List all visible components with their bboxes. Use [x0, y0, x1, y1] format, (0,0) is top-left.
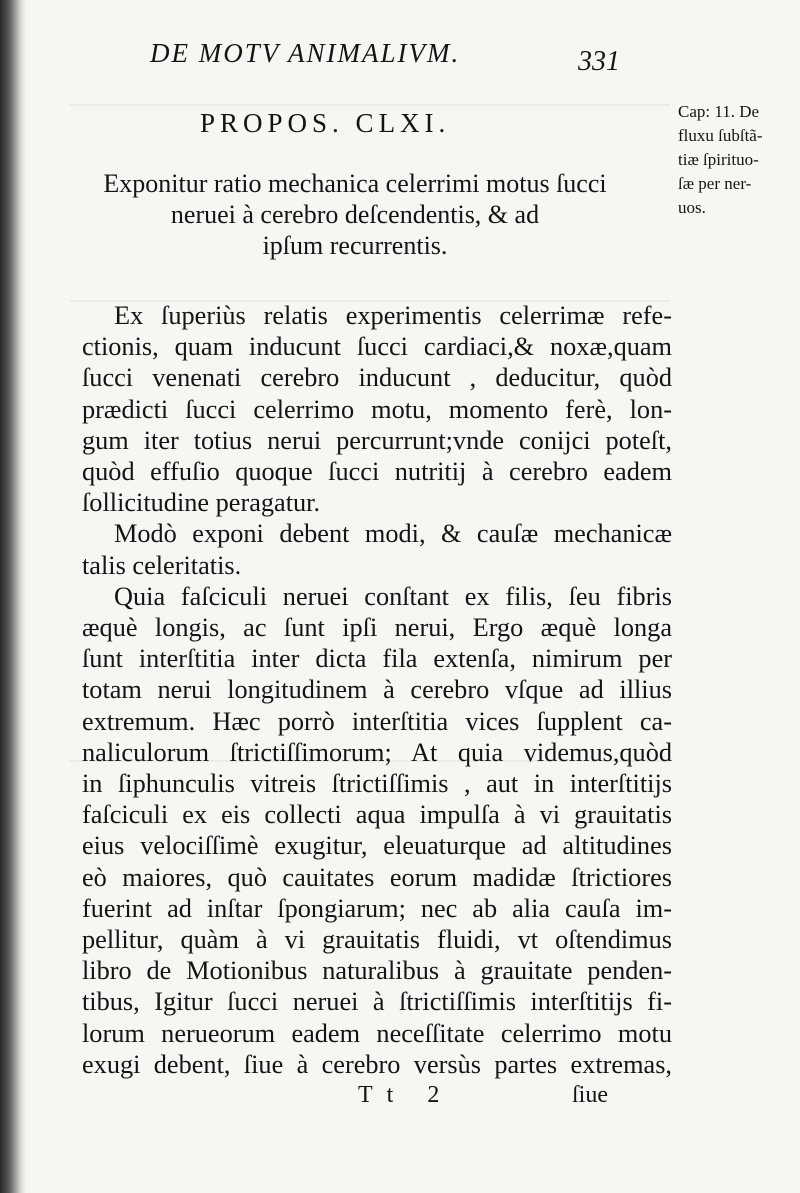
summary-line: ipſum recurrentis. [262, 231, 448, 260]
margin-note-line: ſæ per ner- [678, 174, 752, 193]
margin-note-line: uos. [678, 198, 706, 217]
body-line: Ex ſuperiùs relatis experimentis celerrimæ refe- [114, 301, 672, 330]
body-line: naliculorum ſtrictiſſimorum; At quia videmus,quòd [82, 737, 672, 767]
body-text [82, 300, 672, 1080]
signature-mark: Tt 2 [358, 1082, 454, 1108]
page-gutter-shadow [0, 0, 26, 1193]
page-number: 331 [578, 46, 620, 77]
body-line: ſucci venenati cerebro inducunt , deducitur, quòd [82, 363, 672, 393]
body-line: lorum nerueorum eadem neceſſitate celerrimo motu [82, 1018, 672, 1048]
body-line: eò maiores, quò cauitates eorum madidæ ſtrictiores [82, 862, 672, 892]
body-line: ſollicitudine peragatur. [82, 488, 321, 518]
proposition-summary [60, 168, 650, 261]
body-line: quòd effuſio quoque ſucci nutritij à cerebro eadem [82, 457, 672, 487]
margin-note-line: Cap: 11. De [678, 102, 760, 121]
body-line: extremum. Hæc porrò interſtitia vices ſupplent ca- [82, 706, 672, 736]
catchword: ſiue [572, 1082, 608, 1108]
body-line: pellitur, quàm à vi grauitatis fluidi, vt oſtendimus [82, 925, 672, 955]
body-line: gum iter totius nerui percurrunt;vnde conijci poteſt, [82, 425, 672, 455]
margin-note-line: fluxu ſubſtã- [678, 126, 763, 145]
summary-line: neruei à cerebro deſcendentis, & ad [170, 200, 540, 229]
running-head: DE MOTV ANIMALIVM. [150, 38, 461, 68]
body-line: Modò exponi debent modi, & cauſæ mechanicæ [114, 519, 672, 549]
margin-note [678, 100, 790, 220]
body-line: eius velociſſimè exugitur, eleuaturque ad altitudines [82, 831, 672, 861]
summary-line: Exponitur ratio mechanica celerrimi motus ſucci [103, 169, 607, 198]
body-line: totam nerui longitudinem à cerebro vſque ad illius [82, 675, 672, 705]
proposition-title: PROPOS. CLXI. [200, 108, 451, 138]
body-line: Quia faſciculi neruei conſtant ex filis, ſeu fibris [114, 581, 672, 611]
body-line: ſunt interſtitia inter dicta fila extenſa, nimirum per [82, 644, 672, 674]
body-line: in ſiphunculis vitreis ſtrictiſſimis , aut in interſtitijs [82, 769, 672, 799]
body-line: prædicti ſucci celerrimo motu, momento ferè, lon- [82, 394, 672, 424]
show-through-mark [70, 104, 670, 106]
body-line: faſciculi ex eis collecti aqua impulſa à vi grauitatis [82, 800, 672, 830]
body-line: libro de Motionibus naturalibus à grauitate penden- [82, 956, 672, 986]
body-line: tibus, Igitur ſucci neruei à ſtrictiſſimis interſtitijs fi- [82, 987, 672, 1017]
body-line: fuerint ad inſtar ſpongiarum; nec ab alia cauſa im- [82, 893, 672, 923]
body-line: exugi debent, ſiue à cerebro versùs partes extremas, [82, 1049, 672, 1079]
body-line: talis celeritatis. [82, 550, 242, 580]
body-line: æquè longis, ac ſunt ipſi nerui, Ergo æquè longa [82, 613, 672, 643]
margin-note-line: tiæ ſpirituo- [678, 150, 759, 169]
body-line: ctionis, quam inducunt ſucci cardiaci,& noxæ,quam [82, 332, 672, 362]
